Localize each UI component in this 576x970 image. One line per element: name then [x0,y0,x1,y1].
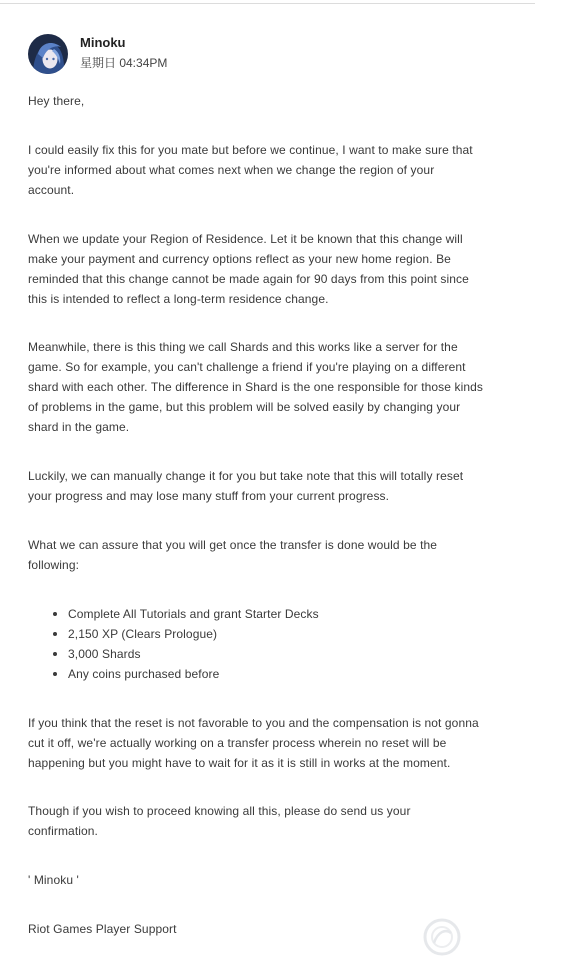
paragraph-line: shard in the game. [28,420,130,435]
paragraph-line: cut it off, we're actually working on a transfer process wherein no reset will be [28,735,447,750]
greeting-paragraph [28,91,558,111]
team-paragraph [28,919,558,939]
paragraph-line: If you think that the reset is not favorable to you and the compensation is not gonna [28,715,479,730]
paragraph-line: What we can assure that you will get once the transfer is done would be the [28,537,438,552]
paragraph-line: game. So for example, you can't challenge a friend if you're playing on a different [28,360,466,375]
paragraph-compensation-intro [28,535,558,575]
list-item [28,624,558,644]
paragraph-transfer-process [28,713,558,773]
paragraph-line: account. [28,182,75,197]
top-divider [0,3,535,4]
list-item-text: Complete All Tutorials and grant Starter Decks [68,606,319,621]
list-item-text: Any coins purchased before [68,666,220,681]
message-timestamp: 星期日 04:34PM [80,56,168,70]
paragraph-line: When we update your Region of Residence. Let it be known that this change will [28,231,463,246]
paragraph-line: your progress and may lose many stuff from your current progress. [28,489,390,504]
list-item [28,644,558,664]
paragraph-line: shard with each other. The difference in Shard is the one responsible for those kinds [28,380,483,395]
compensation-list [28,604,558,684]
paragraph-line: Luckily, we can manually change it for you but take note that this will totally reset [28,469,464,484]
paragraph-line: reminded that this change cannot be made again for 90 days from this point since [28,271,469,286]
list-item [28,664,558,684]
paragraph-line: make your payment and currency options reflect as your new home region. Be [28,251,451,266]
watermark [422,917,462,957]
avatar-anime-character-icon [28,34,68,74]
paragraph-region-change [28,229,558,309]
list-item [28,604,558,624]
paragraph-line: confirmation. [28,824,98,839]
team-name: Riot Games Player Support [28,921,177,936]
greeting-text: Hey there, [28,94,85,108]
bullet-icon [53,672,57,676]
paragraph-line: Though if you wish to proceed knowing all this, please do send us your [28,804,411,819]
author-avatar[interactable] [28,34,68,74]
signature-paragraph [28,870,558,890]
bullet-icon [53,632,57,636]
paragraph-line: of problems in the game, but this problem will be solved easily by changing your [28,400,461,415]
paragraph-line: I could easily fix this for you mate but before we continue, I want to make sure that [28,142,473,157]
message-body [28,91,558,968]
signature-text: ' Minoku ' [28,873,79,888]
paragraph-fix-intro [28,140,558,200]
paragraph-shards [28,337,558,437]
list-item-text: 3,000 Shards [68,646,141,661]
author-name[interactable]: Minoku [80,35,126,50]
paragraph-line: happening but you might have to wait for it as it is still in works at the moment. [28,755,451,770]
list-item-text: 2,150 XP (Clears Prologue) [68,626,218,641]
paragraph-reset-warning [28,466,558,506]
watermark-logo-icon [422,917,462,957]
paragraph-confirmation [28,801,558,841]
paragraph-line: this is intended to reflect a long-term residence change. [28,291,329,306]
bullet-icon [53,652,57,656]
paragraph-line: you're informed about what comes next when we change the region of your [28,162,435,177]
bullet-icon [53,612,57,616]
paragraph-line: following: [28,557,80,572]
paragraph-line: Meanwhile, there is this thing we call Shards and this works like a server for the [28,340,458,355]
